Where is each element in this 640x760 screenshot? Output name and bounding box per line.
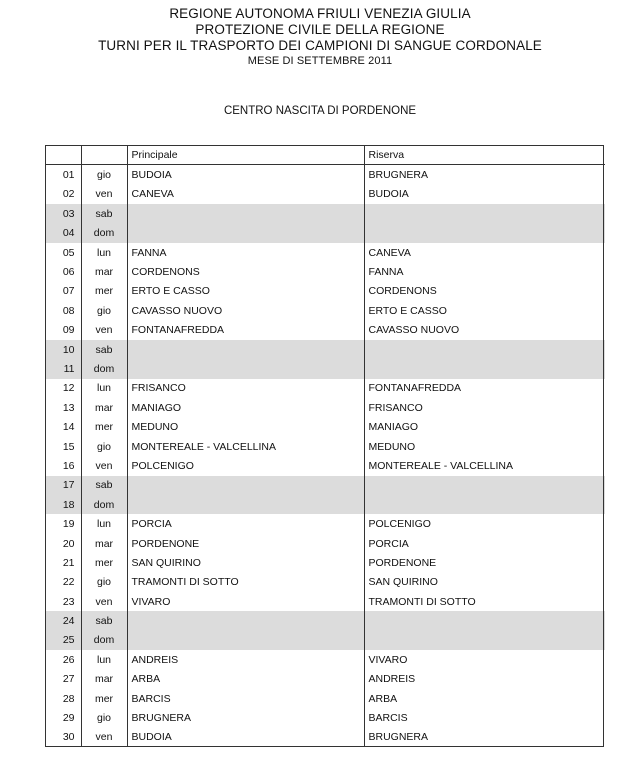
- principale-cell: FONTANAFREDDA: [127, 321, 364, 340]
- weekday-cell: lun: [81, 650, 127, 669]
- day-cell: 16: [62, 459, 75, 472]
- day-cell: 19: [62, 518, 75, 531]
- table-row: [45, 708, 605, 727]
- table-row: [45, 631, 605, 650]
- day-cell: 25: [45, 631, 81, 650]
- document-title: TURNI PER IL TRASPORTO DEI CAMPIONI DI SANGUE CORDONALE: [98, 38, 542, 53]
- table-row: [45, 185, 605, 204]
- weekday-cell: lun: [81, 379, 127, 398]
- table-row: [45, 437, 605, 456]
- principale-cell: VIVARO: [127, 592, 364, 611]
- principale-cell: MEDUNO: [127, 417, 364, 436]
- riserva-cell: POLCENIGO: [364, 514, 605, 533]
- riserva-cell: BARCIS: [364, 708, 605, 727]
- principale-cell: [127, 359, 364, 378]
- weekday-cell: gio: [81, 708, 127, 727]
- table-row: [45, 340, 605, 359]
- riserva-cell: CAVASSO NUOVO: [364, 321, 605, 340]
- weekday-cell: dom: [81, 359, 127, 378]
- weekday-cell: mer: [81, 417, 127, 436]
- table-row: [45, 573, 605, 592]
- department-title: PROTEZIONE CIVILE DELLA REGIONE: [195, 22, 445, 37]
- principale-cell: POLCENIGO: [127, 456, 364, 475]
- weekday-cell: lun: [81, 243, 127, 262]
- table-row: [45, 262, 605, 281]
- table-row: [45, 689, 605, 708]
- day-cell: 04: [45, 224, 81, 243]
- principale-cell: CAVASSO NUOVO: [127, 301, 364, 320]
- riserva-cell: FONTANAFREDDA: [364, 379, 605, 398]
- day-cell: 02: [62, 188, 75, 201]
- riserva-cell: BRUGNERA: [364, 165, 605, 185]
- principale-cell: BUDOIA: [127, 165, 364, 185]
- day-cell: 13: [62, 401, 75, 414]
- riserva-cell: SAN QUIRINO: [364, 573, 605, 592]
- principale-cell: MANIAGO: [127, 398, 364, 417]
- table-row: [45, 282, 605, 301]
- weekday-cell: ven: [81, 592, 127, 611]
- schedule-rows: [45, 165, 605, 747]
- table-row: [45, 204, 605, 223]
- day-cell: 08: [62, 304, 75, 317]
- riserva-cell: [364, 476, 605, 495]
- riserva-cell: MANIAGO: [364, 417, 605, 436]
- table-row: [45, 592, 605, 611]
- region-title: REGIONE AUTONOMA FRIULI VENEZIA GIULIA: [169, 6, 471, 21]
- weekday-cell: sab: [81, 476, 127, 495]
- day-cell: 05: [62, 246, 75, 259]
- day-cell: 11: [45, 359, 81, 378]
- principale-cell: BRUGNERA: [127, 708, 364, 727]
- weekday-cell: ven: [81, 185, 127, 204]
- riserva-cell: FANNA: [364, 262, 605, 281]
- riserva-cell: MEDUNO: [364, 437, 605, 456]
- table-row: [45, 359, 605, 378]
- weekday-cell: gio: [81, 165, 127, 185]
- riserva-cell: [364, 495, 605, 514]
- header-riserva: Riserva: [364, 145, 605, 165]
- riserva-cell: CORDENONS: [364, 282, 605, 301]
- table-row: [45, 379, 605, 398]
- table-header-row: [45, 145, 605, 165]
- weekday-cell: mer: [81, 282, 127, 301]
- table-row: [45, 495, 605, 514]
- table-row: [45, 553, 605, 572]
- table-row: [45, 301, 605, 320]
- day-cell: 15: [62, 440, 75, 453]
- principale-cell: PORCIA: [127, 514, 364, 533]
- weekday-cell: gio: [81, 301, 127, 320]
- riserva-cell: ARBA: [364, 689, 605, 708]
- header-day: [45, 145, 81, 165]
- day-cell: 22: [62, 576, 75, 589]
- month-label: MESE DI SETTEMBRE 2011: [247, 55, 393, 67]
- weekday-cell: lun: [81, 514, 127, 533]
- table-row: [45, 417, 605, 436]
- riserva-cell: ERTO E CASSO: [364, 301, 605, 320]
- riserva-cell: CANEVA: [364, 243, 605, 262]
- principale-cell: BUDOIA: [127, 728, 364, 747]
- day-cell: 01: [62, 169, 75, 182]
- document-header: [0, 6, 640, 68]
- day-cell: 29: [62, 712, 75, 725]
- day-cell: 17: [45, 476, 81, 495]
- table-row: [45, 514, 605, 533]
- riserva-cell: [364, 359, 605, 378]
- principale-cell: MONTEREALE - VALCELLINA: [127, 437, 364, 456]
- header-principale: Principale: [127, 145, 364, 165]
- weekday-cell: sab: [81, 204, 127, 223]
- center-name: CENTRO NASCITA DI PORDENONE: [223, 105, 417, 117]
- riserva-cell: BUDOIA: [364, 185, 605, 204]
- riserva-cell: [364, 631, 605, 650]
- schedule-table: [45, 145, 605, 747]
- day-cell: 26: [62, 653, 75, 666]
- principale-cell: [127, 476, 364, 495]
- riserva-cell: TRAMONTI DI SOTTO: [364, 592, 605, 611]
- table-row: [45, 398, 605, 417]
- day-cell: 03: [45, 204, 81, 223]
- weekday-cell: sab: [81, 611, 127, 630]
- riserva-cell: [364, 224, 605, 243]
- day-cell: 12: [62, 382, 75, 395]
- day-cell: 23: [62, 595, 75, 608]
- table-row: [45, 165, 605, 185]
- riserva-cell: ANDREIS: [364, 670, 605, 689]
- riserva-cell: [364, 204, 605, 223]
- table-row: [45, 456, 605, 475]
- table-row: [45, 670, 605, 689]
- header-weekday: [81, 145, 127, 165]
- weekday-cell: mar: [81, 534, 127, 553]
- weekday-cell: ven: [81, 456, 127, 475]
- table-row: [45, 650, 605, 669]
- weekday-cell: mer: [81, 553, 127, 572]
- principale-cell: ARBA: [127, 670, 364, 689]
- principale-cell: ERTO E CASSO: [127, 282, 364, 301]
- riserva-cell: VIVARO: [364, 650, 605, 669]
- principale-cell: FANNA: [127, 243, 364, 262]
- day-cell: 07: [62, 285, 75, 298]
- principale-cell: CORDENONS: [127, 262, 364, 281]
- principale-cell: [127, 224, 364, 243]
- principale-cell: [127, 495, 364, 514]
- principale-cell: SAN QUIRINO: [127, 553, 364, 572]
- principale-cell: CANEVA: [127, 185, 364, 204]
- day-cell: 30: [62, 731, 75, 744]
- weekday-cell: mar: [81, 262, 127, 281]
- weekday-cell: gio: [81, 437, 127, 456]
- day-cell: 18: [45, 495, 81, 514]
- day-cell: 24: [45, 611, 81, 630]
- riserva-cell: PORCIA: [364, 534, 605, 553]
- principale-cell: [127, 611, 364, 630]
- riserva-cell: PORDENONE: [364, 553, 605, 572]
- weekday-cell: mar: [81, 670, 127, 689]
- table-row: [45, 728, 605, 747]
- day-cell: 21: [62, 556, 75, 569]
- principale-cell: TRAMONTI DI SOTTO: [127, 573, 364, 592]
- weekday-cell: dom: [81, 631, 127, 650]
- riserva-cell: BRUGNERA: [364, 728, 605, 747]
- weekday-cell: sab: [81, 340, 127, 359]
- day-cell: 09: [62, 324, 75, 337]
- table-row: [45, 224, 605, 243]
- weekday-cell: ven: [81, 728, 127, 747]
- day-cell: 10: [45, 340, 81, 359]
- riserva-cell: [364, 340, 605, 359]
- principale-cell: [127, 204, 364, 223]
- day-cell: 20: [62, 537, 75, 550]
- table-row: [45, 534, 605, 553]
- day-cell: 14: [62, 421, 75, 434]
- riserva-cell: MONTEREALE - VALCELLINA: [364, 456, 605, 475]
- weekday-cell: dom: [81, 495, 127, 514]
- weekday-cell: mer: [81, 689, 127, 708]
- weekday-cell: dom: [81, 224, 127, 243]
- day-cell: 27: [62, 673, 75, 686]
- riserva-cell: FRISANCO: [364, 398, 605, 417]
- day-cell: 28: [62, 692, 75, 705]
- day-cell: 06: [62, 266, 75, 279]
- table-row: [45, 321, 605, 340]
- principale-cell: PORDENONE: [127, 534, 364, 553]
- weekday-cell: ven: [81, 321, 127, 340]
- principale-cell: [127, 631, 364, 650]
- riserva-cell: [364, 611, 605, 630]
- table-row: [45, 476, 605, 495]
- principale-cell: [127, 340, 364, 359]
- principale-cell: ANDREIS: [127, 650, 364, 669]
- weekday-cell: mar: [81, 398, 127, 417]
- principale-cell: BARCIS: [127, 689, 364, 708]
- table-row: [45, 611, 605, 630]
- table-row: [45, 243, 605, 262]
- weekday-cell: gio: [81, 573, 127, 592]
- principale-cell: FRISANCO: [127, 379, 364, 398]
